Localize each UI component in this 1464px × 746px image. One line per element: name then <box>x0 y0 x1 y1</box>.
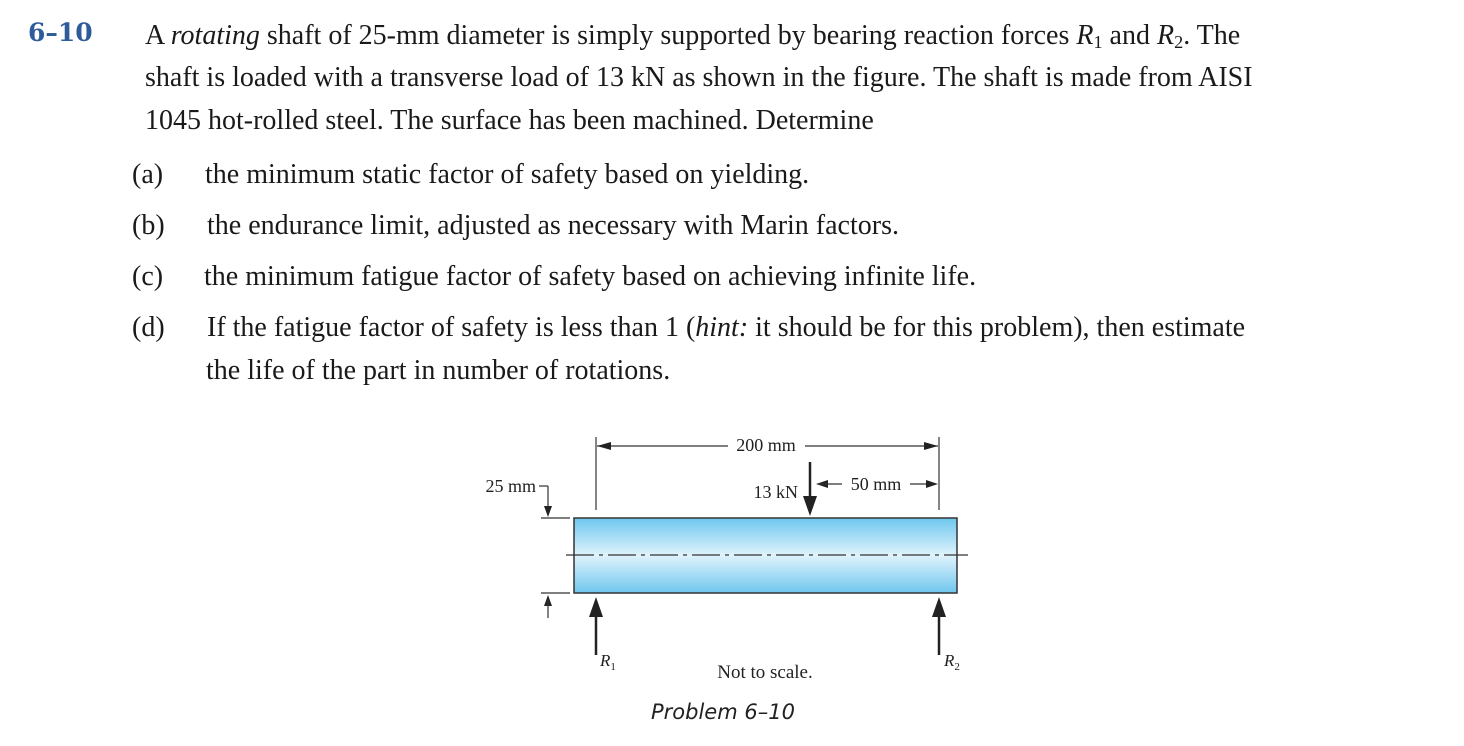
span-arrow-left <box>597 442 611 450</box>
statement-text: shaft of 25-mm diameter is simply supported by bearing reaction forces <box>259 20 1077 51</box>
r2-symbol: R <box>1156 20 1175 51</box>
hint-word: hint: <box>695 312 749 343</box>
r1-symbol: R <box>1076 20 1094 51</box>
item-text-part: If the fatigue factor of safety is less than 1 ( <box>207 312 696 343</box>
statement-line-2: shaft is loaded with a transverse load of 13 kN as shown in the figure. The shaft is made from AISI <box>145 62 1253 93</box>
item-text: the minimum fatigue factor of safety based on achieving infinite life. <box>204 261 977 292</box>
item-d-line-2: the life of the part in number of rotations. <box>206 355 671 386</box>
statement-text: . The <box>1183 20 1241 51</box>
r1-label: $R_1$ <box>600 651 616 673</box>
statement-text: and <box>1102 20 1157 51</box>
figure-caption: Problem 6–10 <box>651 700 795 724</box>
statement-text: A <box>145 20 171 51</box>
not-to-scale-note: Not to scale. <box>717 662 813 683</box>
load-label: 13 kN <box>753 482 798 502</box>
offset-arrow-right <box>926 480 938 488</box>
item-text: the endurance limit, adjusted as necessary with Marin factors. <box>207 210 899 241</box>
span-arrow-right <box>924 442 938 450</box>
item-letter: (d) <box>132 312 165 343</box>
item-text: the minimum static factor of safety based on yielding. <box>205 159 810 190</box>
item-text-part: it should be for this problem), then estimate <box>748 312 1246 343</box>
statement-line-3: 1045 hot-rolled steel. The surface has been machined. Determine <box>145 105 874 136</box>
diameter-label: 25 mm <box>485 476 536 496</box>
r2-label: $R_2$ <box>944 651 960 673</box>
span-label: 200 mm <box>736 435 796 455</box>
r1-subscript: 1 <box>1093 32 1103 52</box>
item-letter: (c) <box>132 261 164 292</box>
problem-number: 6–10 <box>28 18 93 47</box>
offset-label: 50 mm <box>850 474 902 494</box>
load-arrow-head <box>803 496 817 516</box>
item-letter: (a) <box>132 159 164 190</box>
diameter-arrow-top <box>544 506 552 517</box>
item-letter: (b) <box>132 210 165 241</box>
statement-emphasis: rotating <box>170 20 260 51</box>
r2-subscript: 2 <box>1174 32 1184 52</box>
